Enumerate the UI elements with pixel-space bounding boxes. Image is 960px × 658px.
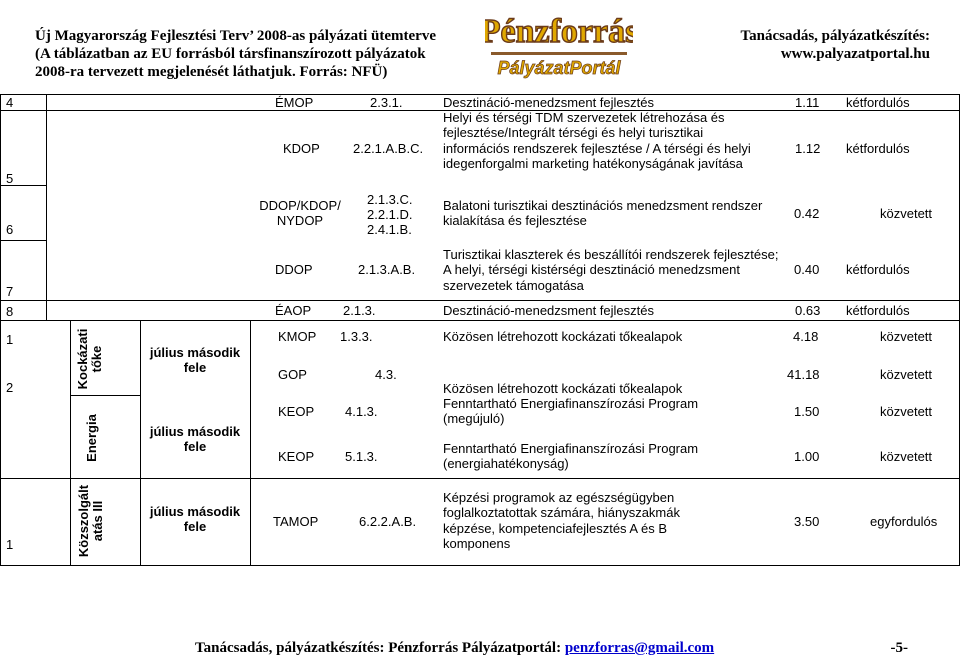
round-type: egyfordulós <box>870 514 938 529</box>
round-type: közvetett <box>880 206 933 221</box>
footer-text: Tanácsadás, pályázatkészítés: Pénzforrás Pályázatportál: <box>195 640 565 656</box>
program-code: 6.2.2.A.B. <box>359 514 417 529</box>
header-line-2: (A táblázatban az EU forrásból társfinanszírozott pályázatok <box>35 46 426 62</box>
program-name-line-2: NYDOP <box>276 213 324 228</box>
program-code: 5.1.3. <box>345 449 378 464</box>
row-number: 1 <box>6 332 14 347</box>
category-energia: Energia <box>84 414 99 462</box>
program-description: Desztináció-menedzsment fejlesztés <box>443 95 654 110</box>
deadline-date: július második fele <box>149 424 241 455</box>
program-name: GOP <box>278 367 307 382</box>
program-code: 2.1.3. <box>343 303 376 318</box>
logo-bottom-text: PályázatPortál <box>497 58 621 78</box>
program-description: Képzési programok az egészségügyben foglalkoztatottak számára, hiányszakmák képzése, kompetenciafejlesztés A és B komponens <box>443 490 680 551</box>
deadline-date: július második fele <box>149 504 241 535</box>
row-number: 6 <box>6 222 14 237</box>
logo-top-text: Pénzforrás <box>485 13 633 50</box>
program-description: Turisztikai klaszterek és beszállítói rendszerek fejlesztése; A helyi, térségi kistérségi desztináció menedzsment szervezetek támogatása <box>443 247 779 293</box>
program-code-line-3: 2.4.1.B. <box>367 222 412 237</box>
category-label-line-2: atás III <box>90 500 105 542</box>
program-code: 2.2.1.A.B.C. <box>353 141 424 156</box>
page-number: -5- <box>890 640 908 656</box>
program-code: 2.1.3.A.B. <box>358 262 416 277</box>
program-description: Fenntartható Energiafinanszírozási Program (megújuló) <box>443 396 699 427</box>
program-code: 2.3.1. <box>370 95 403 110</box>
program-description: Desztináció-menedzsment fejlesztés <box>443 303 654 318</box>
header-line-1: Új Magyarország Fejlesztési Terv’ 2008-as pályázati ütemterve <box>35 28 436 44</box>
category-label-line-1: Közszolgált <box>76 484 91 558</box>
budget-amount: 41.18 <box>787 367 820 382</box>
budget-amount: 0.42 <box>794 206 820 221</box>
budget-amount: 1.11 <box>795 95 820 110</box>
program-code: 4.3. <box>375 367 397 382</box>
category-kockazati-toke <box>76 324 110 394</box>
program-code: 1.3.3. <box>340 329 373 344</box>
round-type: közvetett <box>880 329 933 344</box>
header-right-line-2: www.palyazatportal.hu <box>780 46 930 62</box>
category-label-line-2: tőke <box>89 345 104 373</box>
round-type: közvetett <box>880 367 933 382</box>
header-right-line-1: Tanácsadás, pályázatkészítés: <box>740 28 930 44</box>
program-name: DDOP <box>275 262 313 277</box>
budget-amount: 1.00 <box>794 449 820 464</box>
round-type: kétfordulós <box>846 95 910 110</box>
program-name <box>250 198 350 228</box>
row-number: 4 <box>6 95 14 110</box>
program-description: Fenntartható Energiafinanszírozási Program (energiahatékonyság) <box>443 441 699 472</box>
program-name: KEOP <box>278 449 315 464</box>
program-description: Közösen létrehozott kockázati tőkealapok <box>443 381 683 396</box>
row-number: 7 <box>6 284 14 299</box>
header-line-3: 2008-ra tervezett megjelenését láthatjuk. Forrás: NFÜ) <box>35 64 388 80</box>
round-type: kétfordulós <box>846 303 910 318</box>
row-number: 2 <box>6 380 14 395</box>
program-name-line-1: DDOP/KDOP/ <box>259 198 341 213</box>
program-description: Közösen létrehozott kockázati tőkealapok <box>443 329 683 344</box>
program-name: KEOP <box>278 404 315 419</box>
row-number: 1 <box>6 537 14 552</box>
program-name: ÉAOP <box>275 303 312 318</box>
program-name: KMOP <box>278 329 317 344</box>
category-label-line-1: Kockázati <box>75 328 90 390</box>
round-type: kétfordulós <box>846 141 910 156</box>
program-code-line-2: 2.2.1.D. <box>367 207 413 222</box>
round-type: közvetett <box>880 449 933 464</box>
program-code-line-1: 2.1.3.C. <box>367 192 413 207</box>
program-description: Balatoni turisztikai desztinációs menedzsment rendszer kialakítása és fejlesztése <box>443 198 763 229</box>
budget-amount: 1.12 <box>795 141 821 156</box>
program-code <box>367 192 413 237</box>
budget-amount: 3.50 <box>794 514 820 529</box>
deadline-date: július második fele <box>149 345 241 376</box>
row-number: 8 <box>6 304 14 319</box>
round-type: közvetett <box>880 404 933 419</box>
program-name: KDOP <box>283 141 320 156</box>
budget-amount: 1.50 <box>794 404 820 419</box>
program-name: TAMOP <box>273 514 319 529</box>
footer <box>195 640 714 656</box>
budget-amount: 0.63 <box>795 303 821 318</box>
program-description: Helyi és térségi TDM szervezetek létrehozása és fejlesztése/Integrált térségi és helyi turisztikai információs rendszerek fejlesztése / A térségi és helyi idegenforgalmi marketing hatékonyságának javítása <box>443 110 751 171</box>
program-code: 4.1.3. <box>345 404 378 419</box>
round-type: kétfordulós <box>846 262 910 277</box>
budget-amount: 0.40 <box>794 262 820 277</box>
category-kozszolgaltatas <box>77 481 109 561</box>
program-name: ÉMOP <box>275 95 314 110</box>
footer-email-link[interactable]: penzforras@gmail.com <box>564 640 715 656</box>
budget-amount: 4.18 <box>793 329 819 344</box>
row-number: 5 <box>6 171 14 186</box>
